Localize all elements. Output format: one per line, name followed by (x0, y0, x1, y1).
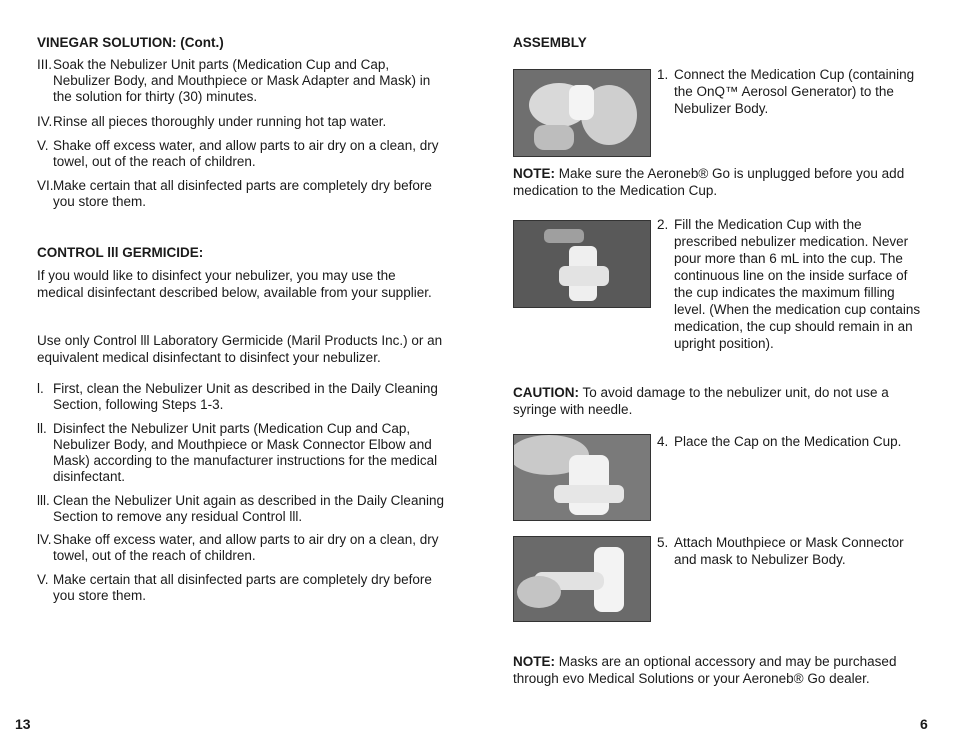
control-paragraph-1: If you would like to disinfect your nebulizer, you may use the medical disinfectant described below, available from your supplier. (37, 268, 432, 300)
item-number: IV. (37, 114, 53, 129)
control-paragraph-2: Use only Control lll Laboratory Germicide (Maril Products Inc.) or an equivalent medical disinfectant to disinfect your nebulizer. (37, 333, 443, 365)
item-text: Shake off excess water, and allow parts to air dry on a clean, dry towel, out of the reach of children. (53, 138, 439, 169)
list-item (37, 178, 447, 212)
item-text: Make certain that all disinfected parts are completely dry before you store them. (53, 178, 432, 209)
step-text: Attach Mouthpiece or Mask Connector and mask to Nebulizer Body. (674, 535, 904, 567)
note-label: NOTE: (513, 654, 555, 669)
step-text: Connect the Medication Cup (containing the OnQ™ Aerosol Generator) to the Nebulizer Body. (674, 67, 915, 116)
caution-note (513, 384, 923, 418)
item-text: Clean the Nebulizer Unit again as described in the Daily Cleaning Section to remove any residual Control lll. (53, 493, 444, 524)
note-label: NOTE: (513, 166, 555, 181)
caution-text: To avoid damage to the nebulizer unit, do not use a syringe with needle. (513, 385, 889, 417)
item-number: lll. (37, 493, 50, 508)
assembly-step (657, 216, 925, 371)
step-text: Place the Cap on the Medication Cup. (674, 434, 902, 449)
hands-assembling-illustration (514, 70, 650, 156)
item-number: V. (37, 572, 49, 587)
item-number: ll. (37, 421, 47, 436)
note-text: Make sure the Aeroneb® Go is unplugged before you add medication to the Medication Cup. (513, 166, 905, 198)
page-number-right: 6 (920, 716, 928, 732)
fill-cup-illustration (514, 221, 650, 307)
step-number: 4. (657, 434, 669, 449)
attach-mouthpiece-illustration (514, 537, 650, 621)
assembly-heading: ASSEMBLY (513, 35, 587, 50)
list-item (37, 421, 447, 487)
item-text: Soak the Nebulizer Unit parts (Medication Cup and Cap, Nebulizer Body, and Mouthpiece or Mask Adapter and Mask) in the solution for thirty (30) minutes. (53, 57, 431, 104)
place-cap-illustration (514, 435, 650, 520)
step-5-photo (513, 536, 651, 622)
step-1-photo (513, 69, 651, 157)
vinegar-heading: VINEGAR SOLUTION: (Cont.) (37, 35, 224, 50)
item-text: First, clean the Nebulizer Unit as described in the Daily Cleaning Section, following Steps 1-3. (53, 381, 438, 412)
step-text: Fill the Medication Cup with the prescribed nebulizer medication. Never pour more than 6 mL into the cup. The continuous line on the inside surface of the cup indicates the maximum filling level. (When the medication cup contains medication, the cup should remain in an upright position). (674, 217, 921, 351)
item-text: Make certain that all disinfected parts are completely dry before you store them. (53, 572, 432, 603)
step-4-photo (513, 434, 651, 521)
list-item (37, 57, 447, 107)
step-number: 5. (657, 535, 669, 550)
note-text: Masks are an optional accessory and may be purchased through evo Medical Solutions or your Aeroneb® Go dealer. (513, 654, 897, 686)
assembly-step (657, 66, 925, 121)
list-item (37, 532, 447, 566)
item-text: Rinse all pieces thoroughly under running hot tap water. (53, 114, 387, 129)
list-item (37, 114, 447, 132)
item-number: lV. (37, 532, 52, 547)
item-number: VI. (37, 178, 54, 193)
item-text: Disinfect the Nebulizer Unit parts (Medication Cup and Cap, Nebulizer Body, and Mouthpiece or Mask Connector Elbow and Mask) according to the manufacturer instructions for the medical disinfectant. (53, 421, 438, 484)
list-item (37, 493, 447, 527)
step-number: 2. (657, 217, 669, 232)
step-number: 1. (657, 67, 669, 82)
caution-label: CAUTION: (513, 385, 579, 400)
item-text: Shake off excess water, and allow parts to air dry on a clean, dry towel, out of the reach of children. (53, 532, 439, 563)
note-masks (513, 653, 923, 687)
note-unplug (513, 165, 923, 199)
assembly-step (657, 433, 925, 453)
list-item (37, 572, 447, 606)
list-item (37, 381, 447, 415)
item-number: V. (37, 138, 49, 153)
item-number: III. (37, 57, 53, 72)
control-heading: CONTROL lll GERMICIDE: (37, 245, 204, 260)
item-number: l. (37, 381, 44, 396)
assembly-step (657, 534, 925, 570)
list-item (37, 138, 447, 172)
step-2-photo (513, 220, 651, 308)
page-number-left: 13 (15, 716, 31, 732)
